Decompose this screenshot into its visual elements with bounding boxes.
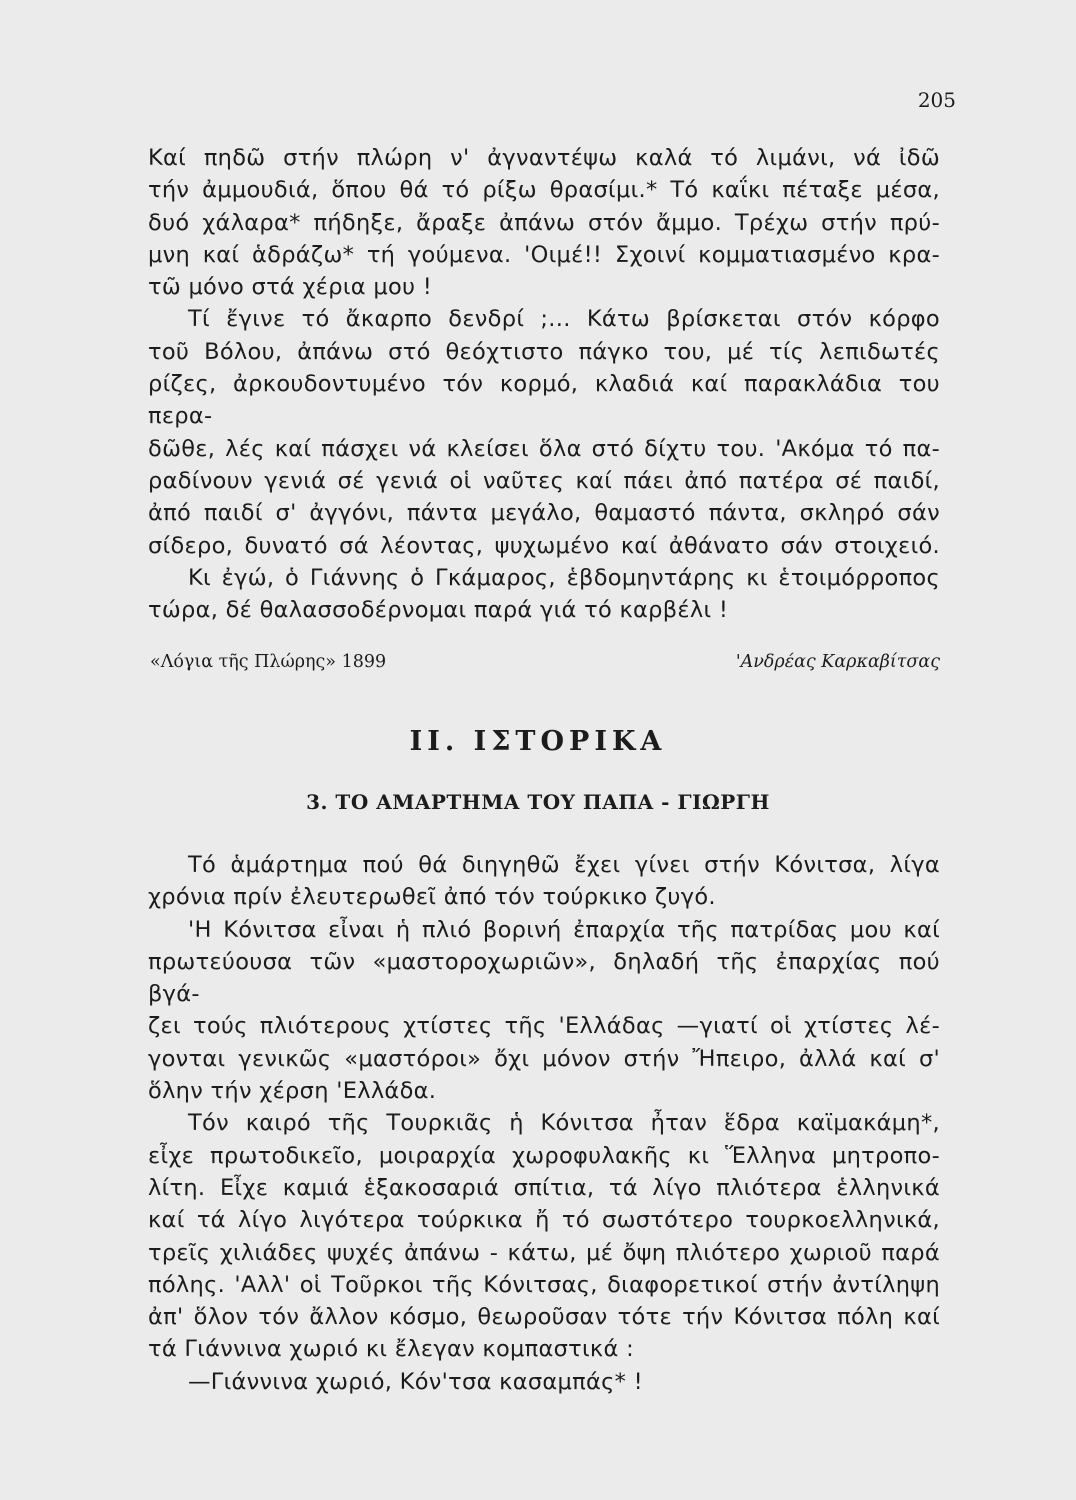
text-line: γονται γενικῶς «μαστόροι» ὄχι μόνον στήν Ἤπειρο, ἀλλά καί σ' <box>148 1045 940 1072</box>
text-line: Τί ἔγινε τό ἄκαρπο δενδρί ;... Κάτω βρίσκεται στόν κόρφο <box>188 306 940 333</box>
text-line: ἀπό παιδί σ' ἀγγόνι, πάντα μεγάλο, θαμαστό πάντα, σκληρό σάν <box>148 500 940 527</box>
text-line: τά Γιάννινα χωριό κι ἔλεγαν κομπαστικά : <box>148 1336 634 1363</box>
text-line: εἶχε πρωτοδικεῖο, μοιραρχία χωροφυλακῆς κι Ἕλληνα μητροπο- <box>148 1142 940 1169</box>
text-line: —Γιάννινα χωριό, Κόν'τσα κασαμπάς* ! <box>188 1368 643 1395</box>
text-line: ἀπ' ὅλον τόν ἄλλον κόσμο, θεωροῦσαν τότε τήν Κόνιτσα πόλη καί <box>148 1304 940 1331</box>
text-line: τώρα, δέ θαλασσοδέρνομαι παρά γιά τό καρβέλι ! <box>148 597 729 624</box>
page-number: 205 <box>917 88 956 112</box>
text-line: ζει τούς πλιότερους χτίστες τῆς 'Ελλάδας —γιατί οἱ χτίστες λέ- <box>148 1013 940 1040</box>
text-line: Τόν καιρό τῆς Τουρκιᾶς ἡ Κόνιτσα ἦταν ἕδρα καϊμακάμη*, <box>188 1110 940 1137</box>
text-line: ρίζες, ἀρκουδοντυμένο τόν κορμό, κλαδιά καί παρακλάδια του περα- <box>148 371 940 430</box>
text-line: τρεῖς χιλιάδες ψυχές ἀπάνω - κάτω, μέ ὄψη πλιότερο χωριοῦ παρά <box>148 1239 940 1266</box>
text-line: τήν ἀμμουδιά, ὅπου θά τό ρίξω θρασίμι.* Τό καΐκι πέταξε μέσα, <box>148 177 940 204</box>
text-line: 'Η Κόνιτσα εἶναι ἡ πλιό βορινή ἐπαρχία τῆς πατρίδας μου καί <box>188 916 940 943</box>
attribution-author: 'Ανδρέας Καρκαβίτσας <box>735 652 940 672</box>
text-line: δυό χάλαρα* πήδηξε, ἄραξε ἀπάνω στόν ἄμμο. Τρέχω στήν πρύ- <box>148 209 940 236</box>
text-line: τοῦ Βόλου, ἀπάνω στό θεόχτιστο πάγκο του, μέ τίς λεπιδωτές <box>148 338 940 365</box>
chapter-title: 3. ΤΟ ΑΜΑΡΤΗΜΑ ΤΟΥ ΠΑΠΑ - ΓΙΩΡΓΗ <box>306 790 770 814</box>
attribution-source: «Λόγια τῆς Πλώρης» 1899 <box>150 652 387 672</box>
text-line: χρόνια πρίν ἐλευτερωθεῖ ἀπό τόν τούρκικο ζυγό. <box>148 884 716 911</box>
text-line: καί τά λίγο λιγότερα τούρκικα ἤ τό σωστότερο τουρκοελληνικά, <box>148 1207 940 1234</box>
attribution <box>150 652 940 672</box>
text-line: σίδερο, δυνατό σά λέοντας, ψυχωμένο καί ἀθάνατο σάν στοιχειό. <box>148 532 940 559</box>
section-heading: ΙΙ. ΙΣΤΟΡΙΚΑ <box>409 726 667 757</box>
text-line: Κι ἐγώ, ὁ Γιάννης ὁ Γκάμαρος, ἑβδομηντάρης κι ἑτοιμόρροπος <box>188 564 940 591</box>
text-line: πρωτεύουσα τῶν «μαστοροχωριῶν», δηλαδή τῆς ἐπαρχίας πού βγά- <box>148 948 940 1008</box>
text-line: τῶ μόνο στά χέρια μου ! <box>148 274 433 301</box>
text-line: ραδίνουν γενιά σέ γενιά οἱ ναῦτες καί πάει ἀπό πατέρα σέ παιδί, <box>148 467 940 494</box>
story-text <box>148 849 940 1398</box>
text-line: πόλης. 'Αλλ' οἱ Τοῦρκοι τῆς Κόνιτσας, διαφορετικοί στήν ἀντίληψη <box>148 1271 940 1298</box>
text-line: λίτη. Εἶχε καμιά ἑξακοσαριά σπίτια, τά λίγο πλιότερα ἑλληνικά <box>148 1174 940 1201</box>
excerpt-text <box>148 142 940 626</box>
text-line: μνη καί ἁδράζω* τή γούμενα. 'Οιμέ!! Σχοινί κομματιασμένο κρα- <box>148 241 940 268</box>
text-line: ὅλην τήν χέρση 'Ελλάδα. <box>148 1078 437 1105</box>
text-line: Τό ἁμάρτημα πού θά διηγηθῶ ἔχει γίνει στήν Κόνιτσα, λίγα <box>188 852 940 878</box>
text-line: δῶθε, λές καί πάσχει νά κλείσει ὅλα στό δίχτυ του. 'Ακόμα τό πα- <box>148 435 940 462</box>
text-line: Καί πηδῶ στήν πλώρη ν' ἀγναντέψω καλά τό λιμάνι, νά ἰδῶ <box>148 145 940 171</box>
